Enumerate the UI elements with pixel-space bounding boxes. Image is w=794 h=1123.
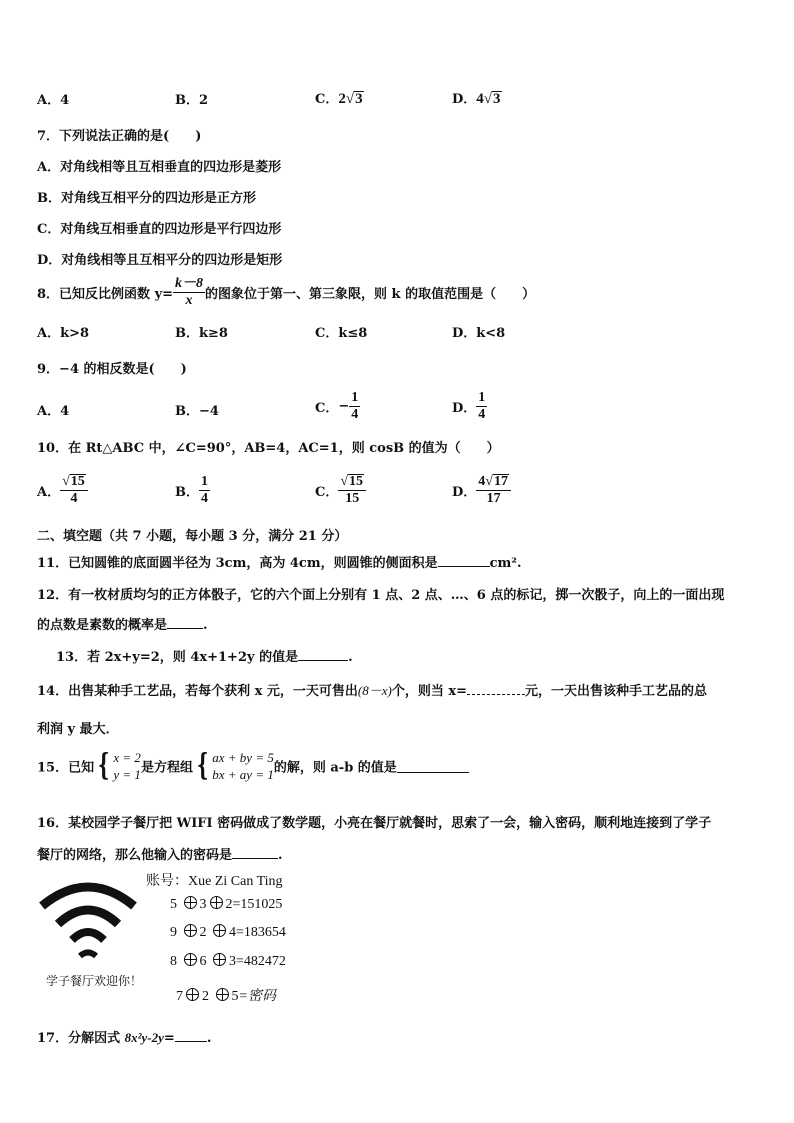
- q10-option-b: B． $\frac{1}{4}$: [175, 474, 208, 506]
- circled-plus-icon: [186, 988, 199, 1001]
- circled-plus-icon: [216, 988, 229, 1001]
- q8-fraction: $\frac{k-8}{x}$: [175, 276, 204, 308]
- q7-option-c: C．对角线互相垂直的四边形是平行四边形: [37, 222, 282, 237]
- q7-stem: 7．下列说法正确的是( ): [37, 129, 202, 144]
- circled-plus-icon: [184, 953, 197, 966]
- q14-line1: 14．出售某种手工艺品，若每个获利 x 元，一天可售出(8－x)个，则当 x= 元，一天出售该种手工艺品的总: [37, 683, 708, 699]
- q6-option-d: D．4√3: [452, 91, 501, 107]
- circled-plus-icon: [184, 924, 197, 937]
- password-row-2: 9 2 4=183654: [170, 925, 286, 940]
- q9-option-d: D． $\frac{1}{4}$: [452, 390, 486, 422]
- q15: 15．已知 { x = 2 y = 1 是方程组 { ax + by = 5 bx + ay = 1 的解，则 a-b 的值是: [37, 749, 469, 783]
- q8-option-c: C．k≤8: [315, 326, 368, 341]
- q10-stem: 10．在 Rt△ABC 中，∠C=90°，AB=4，AC=1，则 cosB 的值为（ ）: [37, 441, 500, 456]
- q10-option-c: C． $\frac{√15}{15}$: [315, 474, 366, 507]
- q8-stem: 8．已知反比例函数 y= $\frac{k-8}{x}$ 的图象位于第一、第三象限，则 k 的取值范围是（ ）: [37, 276, 536, 308]
- q6-option-b: B．2: [175, 93, 209, 108]
- q7-option-a: A．对角线相等且互相垂直的四边形是菱形: [37, 160, 282, 175]
- q8-option-d: D．k<8: [452, 326, 506, 341]
- password-row-1: 5 3 2=151025: [170, 897, 283, 912]
- circled-plus-icon: [210, 896, 223, 909]
- q8-option-a: A．k>8: [37, 326, 90, 341]
- q11: 11．已知圆锥的底面圆半径为 3cm，高为 4cm，则圆锥的侧面积是 cm².: [37, 556, 522, 571]
- q6-option-c: C．2√3: [315, 91, 363, 107]
- circled-plus-icon: [213, 924, 226, 937]
- circled-plus-icon: [184, 896, 197, 909]
- q8-option-b: B．k≥8: [175, 326, 228, 341]
- wifi-account: 账号：Xue Zi Can Ting: [146, 874, 283, 889]
- q9-option-b: B．−4: [175, 404, 219, 419]
- q7-option-b: B．对角线互相平分的四边形是正方形: [37, 191, 256, 206]
- q12-line1: 12．有一枚材质均匀的正方体骰子，它的六个面上分别有 1 点、2 点、…、6 点的标记，掷一次骰子，向上的一面出现: [37, 588, 725, 603]
- password-row-3: 8 6 3=482472: [170, 954, 286, 969]
- q10-option-a: A． $\frac{√15}{4}$: [37, 474, 88, 507]
- q9-stem: 9．−4 的相反数是( ): [37, 362, 187, 377]
- q13: 13．若 2x+y=2，则 4x+1+2y 的值是 .: [56, 650, 353, 665]
- q7-option-d: D．对角线相等且互相平分的四边形是矩形: [37, 253, 283, 268]
- wifi-welcome-text: 学子餐厅欢迎你！: [46, 974, 143, 988]
- q9-option-a: A．4: [37, 404, 70, 419]
- password-row-4: 7 2 5=密码: [176, 989, 276, 1004]
- q16-line1: 16．某校园学子餐厅把 WIFI 密码做成了数学题，小亮在餐厅就餐时，思索了一会，输入密码，顺利地连接到了学子: [37, 816, 712, 831]
- q9-option-c: C．− $\frac{1}{4}$: [315, 390, 359, 422]
- section-heading-fill-in: 二、填空题（共 7 小题，每小题 3 分，满分 21 分）: [37, 529, 348, 544]
- q17: 17．分解因式 8x²y-2y= .: [37, 1030, 212, 1046]
- q16-line2: 餐厅的网络，那么他输入的密码是 .: [37, 848, 283, 863]
- q14-line2: 利润 y 最大．: [37, 722, 119, 737]
- q12-line2: 的点数是素数的概率是 .: [37, 618, 208, 633]
- q10-option-d: D． $\frac{4√17}{17}$: [452, 474, 511, 507]
- wifi-icon: [36, 876, 140, 966]
- q6-option-a: A．4: [37, 93, 70, 108]
- circled-plus-icon: [213, 953, 226, 966]
